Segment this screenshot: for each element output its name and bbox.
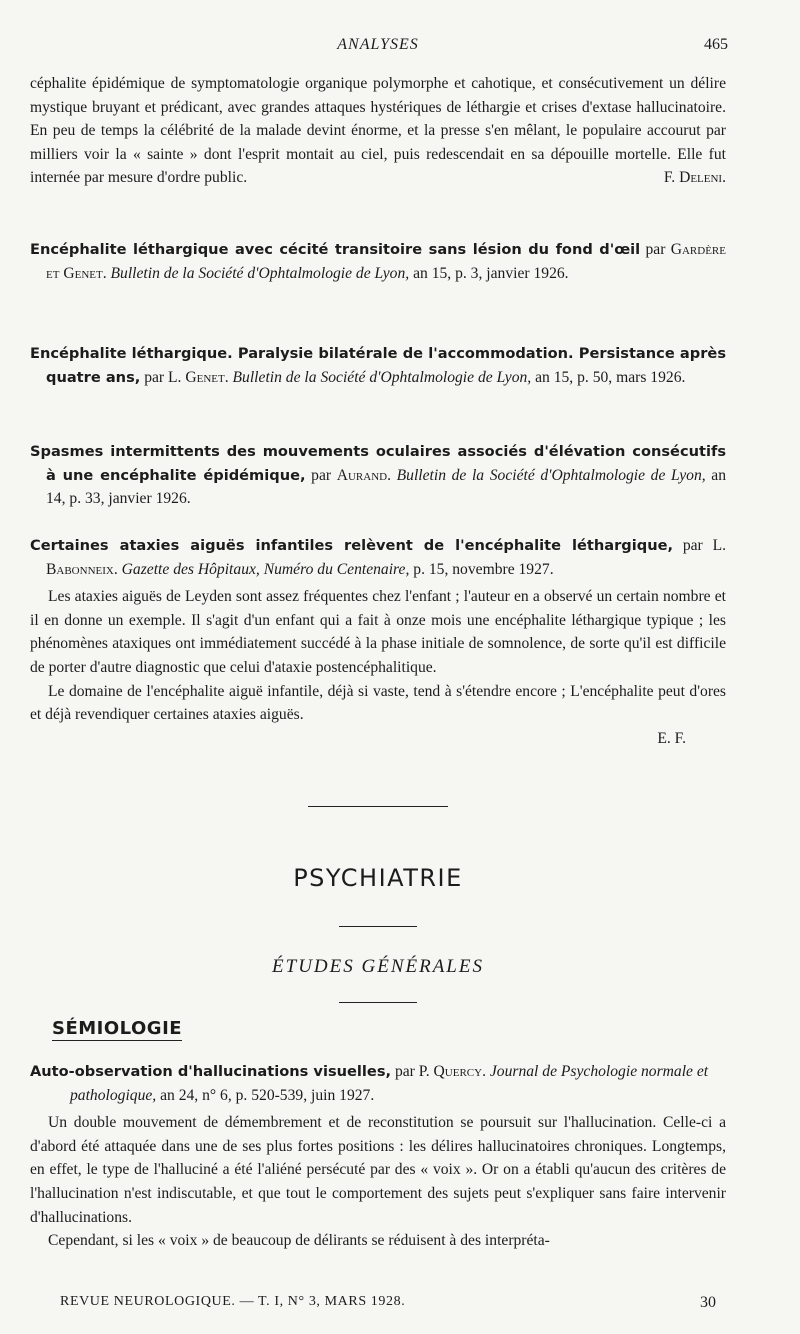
footer-journal: REVUE NEUROLOGIQUE. — T. I, N° 3, MARS 1928. bbox=[60, 1294, 406, 1309]
running-title: ANALYSES bbox=[337, 36, 419, 53]
entry-title: Certaines ataxies aiguës infantiles relèvent de l'encéphalite léthargique, bbox=[30, 537, 674, 554]
entry-journal: Bulletin de la Société d'Ophtalmologie de Lyon, bbox=[110, 264, 410, 282]
entry-journal: Journal de Psychologie normale et pathologique, bbox=[70, 1063, 709, 1104]
abstract-entry-5: Auto-observation d'hallucinations visuelles, par P. Quercy. Journal de Psychologie normale et pathologique, an 24, n° 6, p. 520-539, juin 1927. bbox=[30, 1063, 709, 1104]
entry-4-paragraph-1: Les ataxies aiguës de Leyden sont assez fréquentes chez l'enfant ; l'auteur en a observé un certain nombre et il en donne un exemple. Il s'agit d'un enfant qui a fait à onze mois une encéphalite léthargique typique ; les phénomènes ataxiques ont immédiatement succédé à la phase initiale de somnolence, de sorte qu'il est difficile de porter d'autre diagnostic que celui d'ataxie postencéphalitique. bbox=[30, 588, 726, 676]
entry-title: Spasmes intermittents des mouvements oculaires associés d'élévation consécutifs à une encéphalite épidémique, bbox=[30, 443, 726, 484]
entry-citation: an 24, n° 6, p. 520-539, juin 1927. bbox=[156, 1086, 375, 1104]
entry-authors: Aurand. bbox=[336, 466, 391, 484]
entry-5-paragraph-1: Un double mouvement de démembrement et de reconstitution se poursuit sur l'hallucination. Celle-ci a d'abord été attaquée dans une de ses plus fortes positions : les délires hallucinatoires chroniques. Longtemps, en effet, le type de l'halluciné a été l'aliéné persécuté par des « voix ». Or on a établi qu'aucun des critères de l'hallucination n'est indiscutable, et que tout le comportement des sujets peut s'expliquer sans faire intervenir d'hallucinations. bbox=[30, 1114, 726, 1226]
entry-authors: Gardère et Genet. bbox=[46, 241, 726, 282]
subsection-title: ÉTUDES GÉNÉRALES bbox=[272, 956, 484, 977]
entry-4-signature: E. F. bbox=[657, 729, 686, 747]
entry-title: Encéphalite léthargique avec cécité transitoire sans lésion du fond d'œil bbox=[30, 241, 641, 258]
rubric-heading: SÉMIOLOGIE bbox=[52, 1018, 183, 1039]
subsection-rule bbox=[339, 1002, 417, 1003]
entry-journal: Bulletin de la Société d'Ophtalmologie de Lyon, bbox=[396, 466, 706, 484]
entry-journal: Bulletin de la Société d'Ophtalmologie de Lyon, bbox=[232, 368, 532, 386]
entry-title: Encéphalite léthargique. Paralysie bilatérale de l'accommodation. Persistance après quatre ans, bbox=[30, 345, 726, 386]
abstract-entry-4: Certaines ataxies aiguës infantiles relèvent de l'encéphalite léthargique, par L. Babonneix. Gazette des Hôpitaux, Numéro du Centenaire, p. 15, novembre 1927. bbox=[30, 537, 726, 578]
section-title: PSYCHIATRIE bbox=[293, 864, 463, 892]
entry-authors: L. Babonneix. bbox=[46, 537, 726, 578]
intro-text: céphalite épidémique de symptomatologie organique polymorphe et cahotique, et consécutivement un délire mystique bruyant et prédicant, avec grandes attaques hystériques de léthargie et crises d'extase hallucinatoire. En peu de temps la célébrité de la malade devint énorme, et la presse s'en mêlant, le populaire accourut par milliers voir la « sainte » dont l'esprit montait au ciel, puis redescendait en sa dépouille mortelle. Elle fut internée par mesure d'ordre public. bbox=[30, 75, 726, 187]
page-number: 465 bbox=[704, 36, 728, 53]
footer-page: 30 bbox=[700, 1294, 716, 1311]
entry-citation: an 15, p. 3, janvier 1926. bbox=[409, 264, 569, 282]
entry-citation: an 14, p. 33, janvier 1926. bbox=[46, 466, 727, 508]
running-head bbox=[30, 36, 726, 56]
intro-signature: F. Deleni. bbox=[663, 169, 726, 187]
entry-4-paragraph-2: Le domaine de l'encéphalite aiguë infantile, déjà si vaste, tend à s'étendre encore ; L'encéphalite peut d'ores et déjà revendiquer certaines ataxies aiguës. bbox=[30, 682, 726, 724]
heading-rule bbox=[339, 926, 417, 927]
section-divider bbox=[308, 806, 448, 807]
abstract-entry-1: Encéphalite léthargique avec cécité transitoire sans lésion du fond d'œil par Gardère et Genet. Bulletin de la Société d'Ophtalmologie de Lyon, an 15, p. 3, janvier 1926. bbox=[30, 241, 726, 282]
abstract-entry-3: Spasmes intermittents des mouvements oculaires associés d'élévation consécutifs à une encéphalite épidémique, par Aurand. Bulletin de la Société d'Ophtalmologie de Lyon, an 14, p. 33, janvier 1926. bbox=[30, 443, 727, 508]
entry-journal: Gazette des Hôpitaux, Numéro du Centenaire, bbox=[121, 560, 410, 578]
entry-authors: P. Quercy. bbox=[418, 1063, 486, 1080]
entry-title: Auto-observation d'hallucinations visuelles, bbox=[30, 1063, 392, 1080]
abstract-entry-2: Encéphalite léthargique. Paralysie bilatérale de l'accommodation. Persistance après quatre ans, par L. Genet. Bulletin de la Société d'Ophtalmologie de Lyon, an 15, p. 50, mars 1926. bbox=[30, 345, 726, 386]
entry-citation: p. 15, novembre 1927. bbox=[409, 560, 554, 578]
entry-5-paragraph-2: Cependant, si les « voix » de beaucoup de délirants se réduisent à des interpréta- bbox=[48, 1232, 550, 1250]
entry-citation: an 15, p. 50, mars 1926. bbox=[531, 368, 686, 386]
intro-paragraph bbox=[30, 72, 726, 190]
entry-authors: L. Genet. bbox=[168, 368, 229, 386]
